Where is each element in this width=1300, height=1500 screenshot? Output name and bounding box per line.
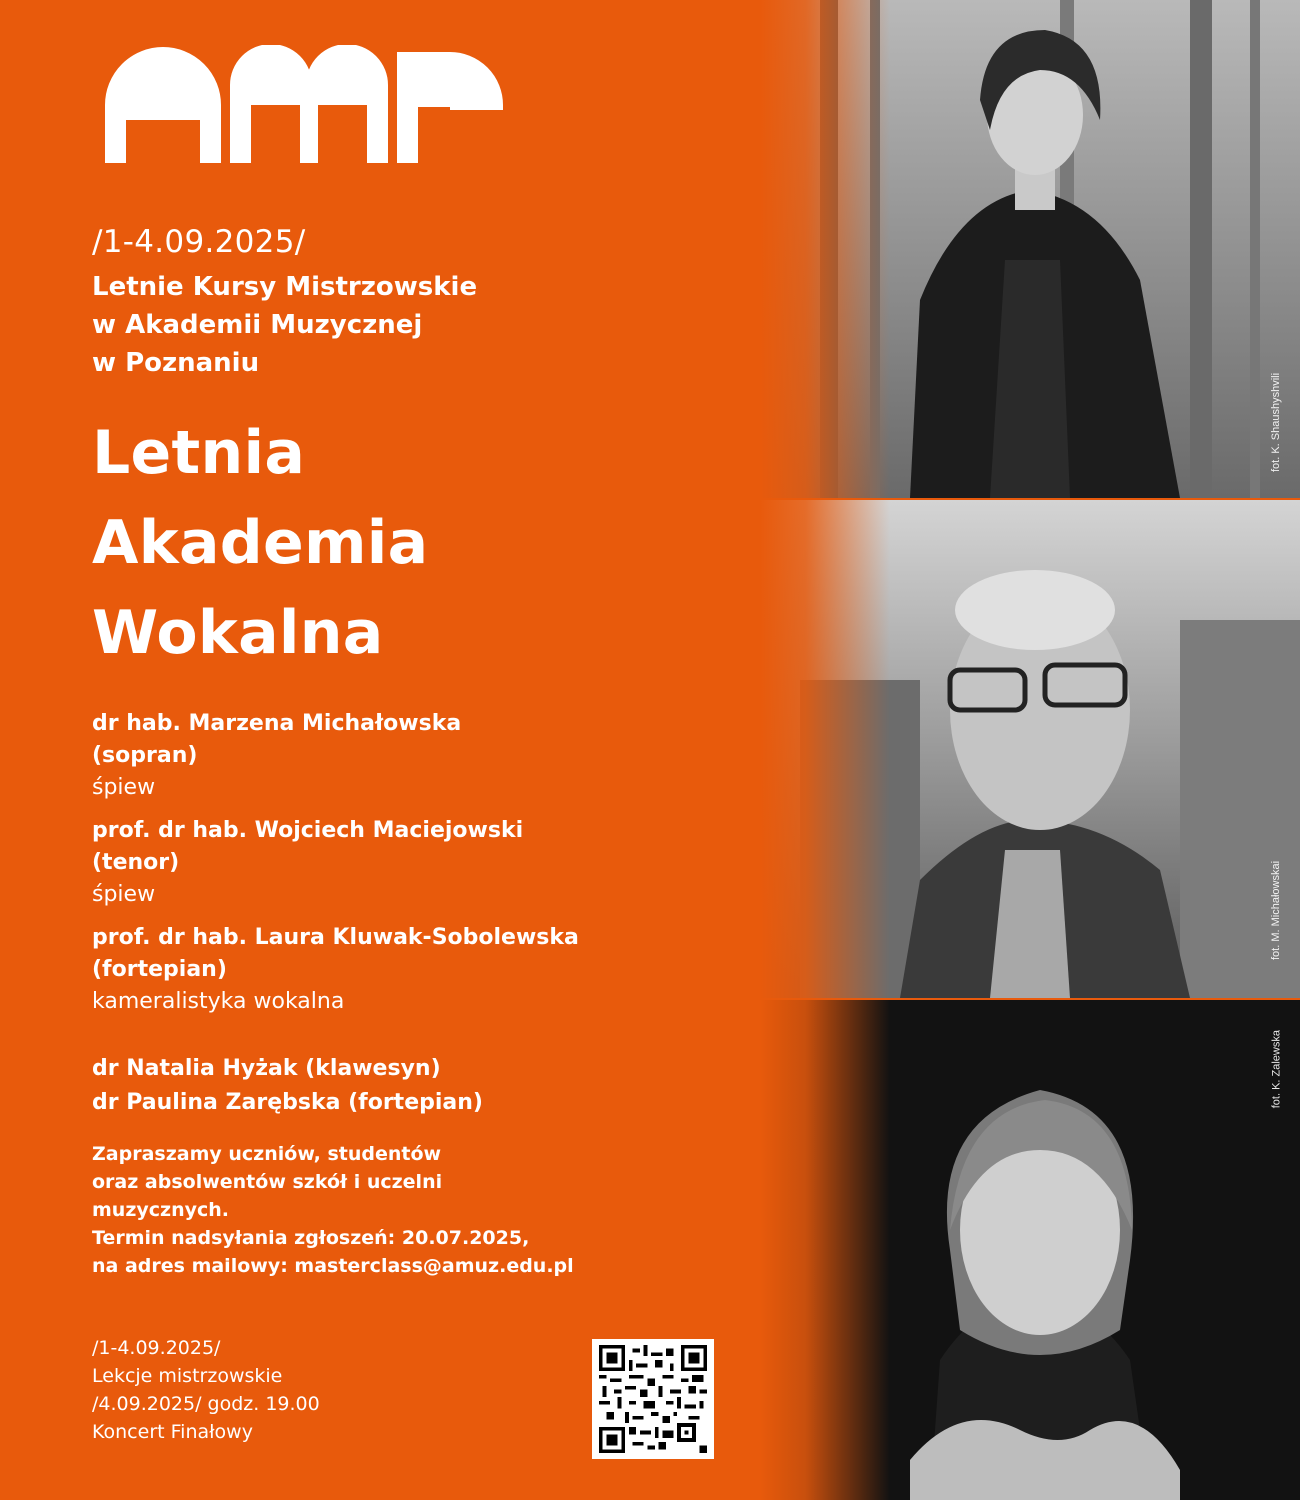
invitation-line-1: Zapraszamy uczniów, studentów <box>92 1143 442 1165</box>
accompanist-item: dr Natalia Hyżak (klawesyn) <box>92 1056 441 1081</box>
accompanist-item: dr Paulina Zarębska (fortepian) <box>92 1090 483 1115</box>
schedule-line-2: Lekcje mistrzowskie <box>92 1365 283 1387</box>
teacher-item <box>92 815 712 910</box>
invitation-email[interactable]: na adres mailowy: masterclass@amuz.edu.pl <box>92 1255 574 1277</box>
invitation-text <box>92 1140 574 1280</box>
course-subtitle-line-1: Letnie Kursy Mistrzowskie <box>92 272 478 302</box>
portrait-photo-2 <box>760 500 1300 998</box>
teacher-voice: (sopran) <box>92 743 198 768</box>
teacher-subject: śpiew <box>92 882 156 907</box>
course-subtitle-line-2: w Akademii Muzycznej <box>92 310 423 340</box>
teacher-name: prof. dr hab. Wojciech Maciejowski <box>92 818 524 843</box>
invitation-line-2: oraz absolwentów szkół i uczelni <box>92 1171 443 1193</box>
photo-credit-2: fot. M. Michałowskai <box>1270 860 1282 960</box>
photo-credit-3: fot. K. Zalewska <box>1270 1030 1282 1109</box>
amp-logo-icon <box>105 45 510 165</box>
course-subtitle-line-3: w Poznaniu <box>92 348 260 378</box>
teacher-name: dr hab. Marzena Michałowska <box>92 711 462 736</box>
schedule-line-1: /1-4.09.2025/ <box>92 1337 221 1359</box>
portrait-photo-1 <box>760 0 1300 498</box>
photo-credit-1: fot. K. Shaushyshvili <box>1270 372 1282 472</box>
teacher-item <box>92 708 712 803</box>
accompanists-list <box>92 1052 483 1120</box>
teacher-voice: (tenor) <box>92 850 180 875</box>
course-subtitle <box>92 268 477 382</box>
portrait-woman-1-image <box>760 0 1300 498</box>
portrait-man-image <box>760 500 1300 998</box>
photo-column <box>760 0 1300 1500</box>
teacher-subject: kameralistyka wokalna <box>92 989 345 1014</box>
invitation-deadline: Termin nadsyłania zgłoszeń: 20.07.2025, <box>92 1227 530 1249</box>
teacher-subject: śpiew <box>92 775 156 800</box>
portrait-woman-2-image <box>760 1000 1300 1500</box>
teachers-list <box>92 708 712 1029</box>
invitation-line-3: muzycznych. <box>92 1199 230 1221</box>
schedule-line-4: Koncert Finałowy <box>92 1421 253 1443</box>
main-title-line-2: Akademia <box>92 508 429 578</box>
main-title-line-3: Wokalna <box>92 598 384 668</box>
portrait-photo-3 <box>760 1000 1300 1500</box>
schedule <box>92 1334 320 1446</box>
teacher-item <box>92 922 712 1017</box>
qr-code-icon[interactable] <box>592 1339 714 1459</box>
teacher-voice: (fortepian) <box>92 957 227 982</box>
teacher-name: prof. dr hab. Laura Kluwak-Sobolewska <box>92 925 579 950</box>
main-title-line-1: Letnia <box>92 418 306 488</box>
event-dates: /1-4.09.2025/ <box>92 224 306 260</box>
schedule-line-3: /4.09.2025/ godz. 19.00 <box>92 1393 320 1415</box>
main-title <box>92 408 428 678</box>
